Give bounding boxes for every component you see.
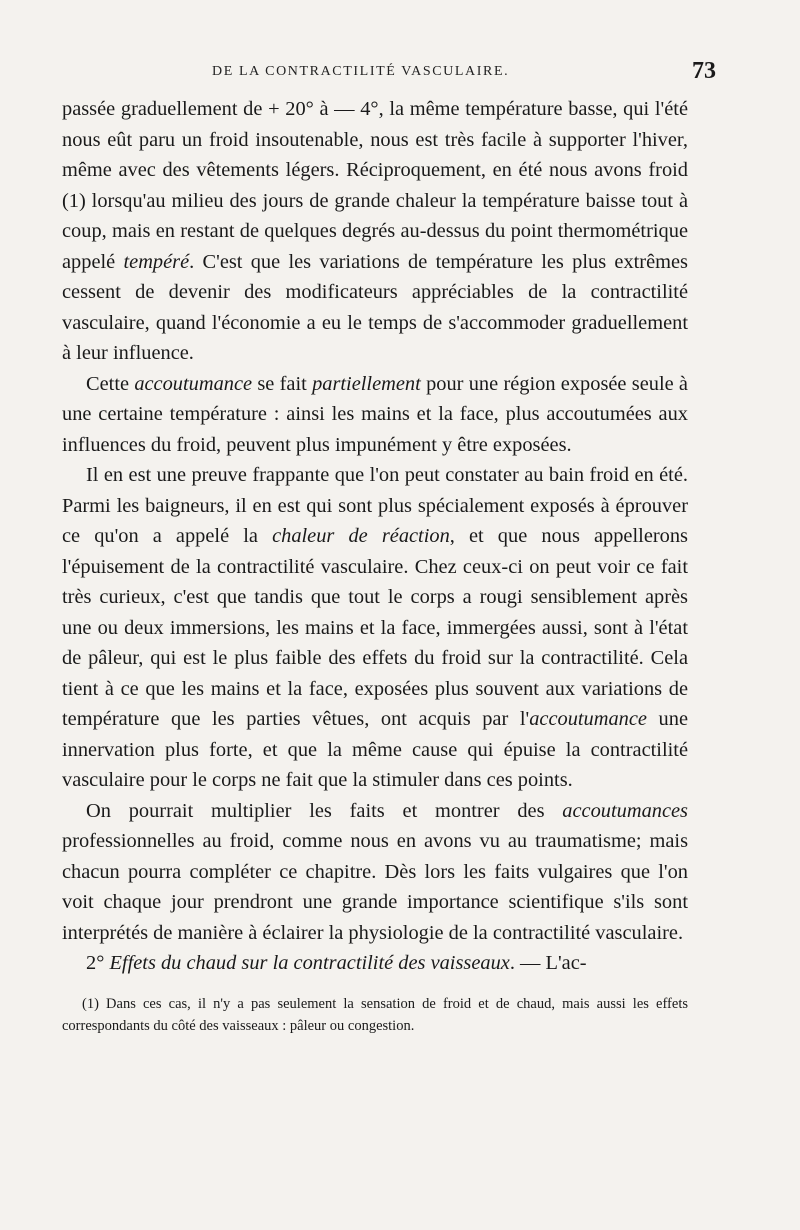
italic-text: accoutumance [529,708,647,730]
italic-text: tempéré [123,250,190,273]
paragraph [62,948,688,979]
footnote: (1) Dans ces cas, il n'y a pas seulement la sensation de froid et de chaud, mais aussi les effets correspondants du côté des vaisseaux : pâleur ou congestion. [62,995,688,1034]
page-number: 73 [692,58,716,84]
text-run: professionnelles au froid, comme nous en avons vu au traumatisme; mais chacun pourra compléter ce chapitre. Dès lors les faits vulgaires que l'on voit chaque jour prendront une grande importance scientifique s'ils sont interprétés de manière à éclairer la physiologie de la contractilité vasculaire. [62,830,688,944]
paragraph [62,94,688,369]
text-run: , et que nous appellerons l'épuisement de la contractilité vasculaire. Chez ceux-ci on peut voir ce fait très curieux, c'est que tandis que tout le corps a rougi sensiblement après une ou deux immersions, les mains et la face, immergées aussi, sont à l'état de pâleur, qui est le plus faible des effets du froid sur la contractilité. Cela tient à ce que les mains et la face, exposées plus souvent aux variations de température que les parties vêtues, ont acquis par l' [62,525,688,730]
text-run: une innervation plus forte, et que la même cause qui épuise la contractilité vasculaire pour le corps ne fait que la stimuler dans ces points. [62,708,688,791]
text-run: pour une région exposée seule à une certaine température : ainsi les mains et la face, plus accoutumées aux influences du froid, peuvent plus impunément y être exposées. [62,372,688,456]
text-run: se fait [252,372,313,395]
italic-text: accoutumance [134,372,253,395]
text-run: . — L'ac- [509,952,587,974]
running-title: DE LA CONTRACTILITÉ VASCULAIRE. [212,64,510,79]
running-head [62,58,716,94]
text-run: Cette [86,372,135,395]
text-run: passée graduellement de + 20° à — 4°, la même température basse, qui l'été nous eût paru un froid insoutenable, nous est très facile à supporter l'hiver, même avec des vêtements légers. Réciproquement, en été nous avons froid (1) lorsqu'au milieu des jours de grande chaleur la température baisse tout à coup, mais en restant de quelques degrés au-dessus du point thermométrique appelé [62,98,688,273]
paragraph [62,369,688,461]
paragraph [62,460,688,796]
text-run: On pourrait multiplier les faits et montrer des [86,799,563,822]
text-run: 2° [86,952,110,974]
italic-text: accoutumances [562,799,688,822]
footnotes [62,993,688,1037]
paragraph [62,796,688,949]
text-run: . C'est que les variations de température les plus extrêmes cessent de devenir des modificateurs appréciables de la contractilité vasculaire, quand l'économie a eu le temps de s'accommoder graduellement à leur influence. [62,250,688,364]
italic-text: chaleur de réaction [272,525,450,547]
italic-text: partiellement [312,372,421,395]
text-run: Il en est une preuve frappante que l'on peut constater au bain froid en été. Parmi les baigneurs, il en est qui sont plus spécialement exposés à éprouver ce qu'on a appelé la [62,464,688,547]
italic-text: Effets du chaud sur la contractilité des vaisseaux [109,952,510,974]
body-text [62,94,688,979]
